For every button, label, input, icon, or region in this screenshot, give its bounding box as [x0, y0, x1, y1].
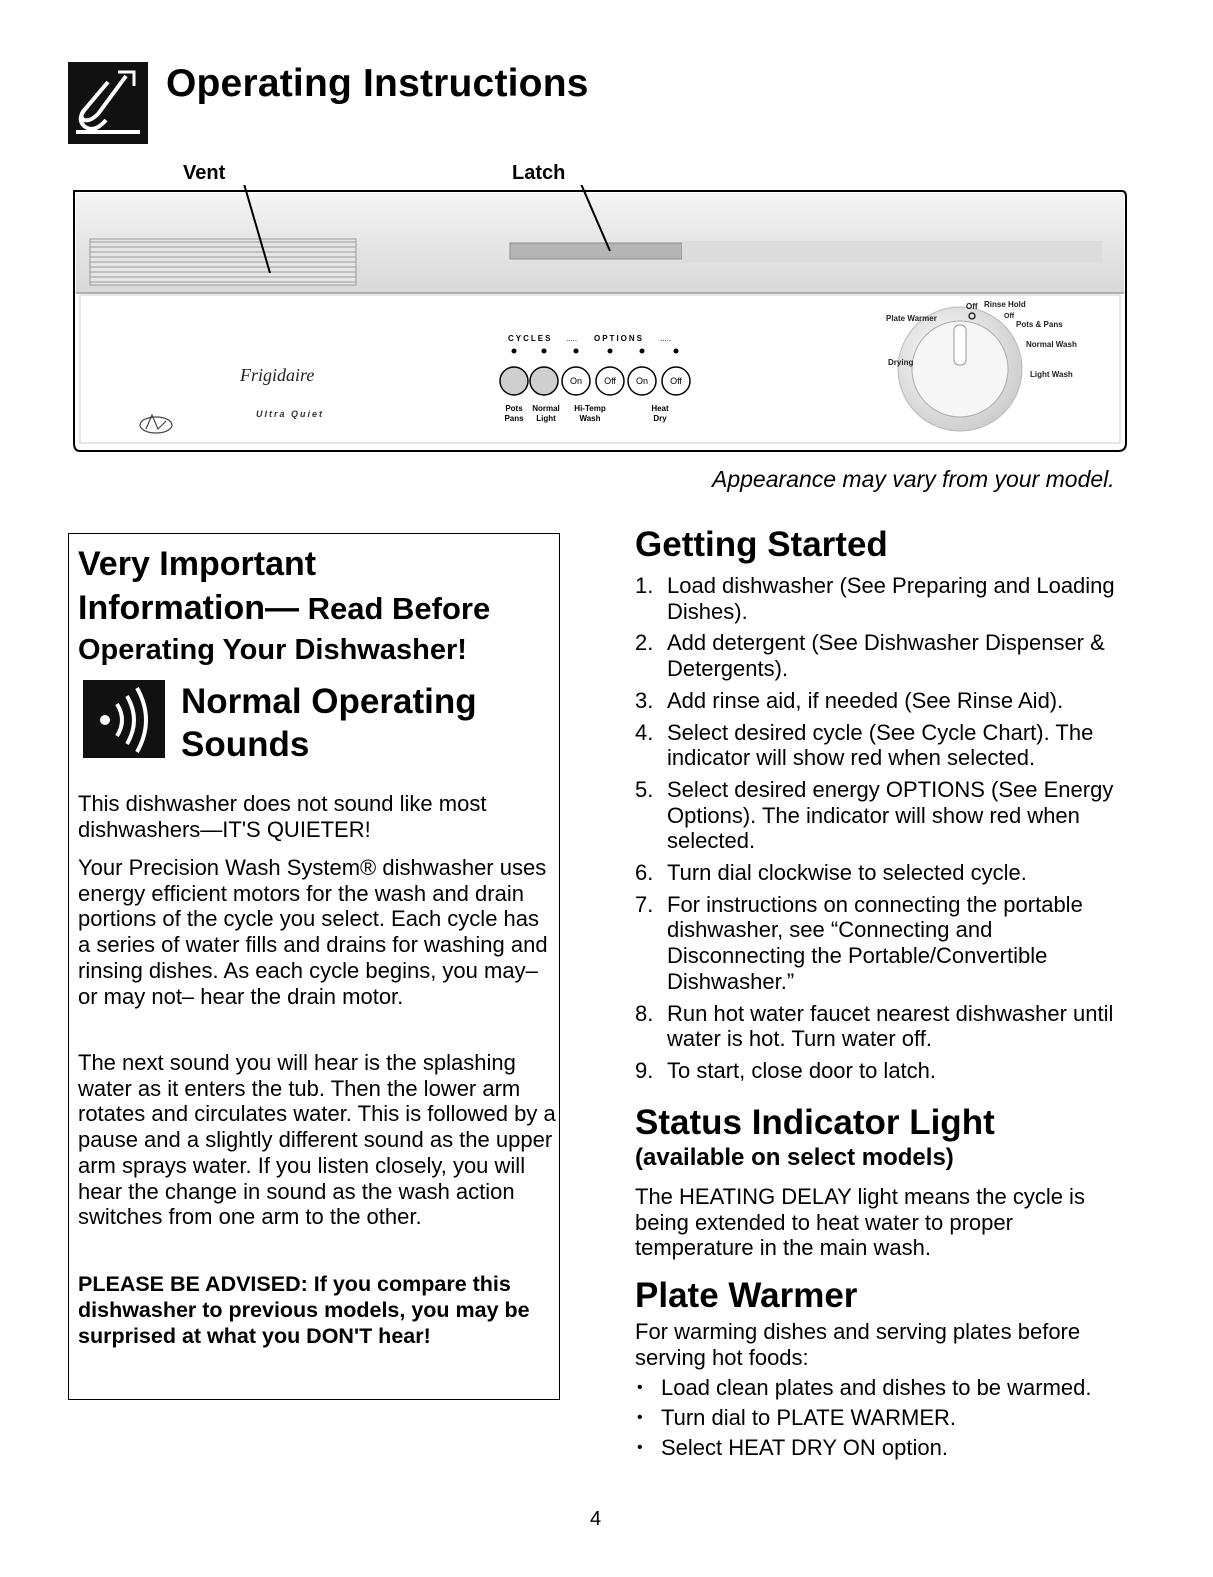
status-light-subtitle: (available on select models) — [635, 1144, 954, 1171]
step-item: 1. Load dishwasher (See Preparing and Loading Dishes). — [635, 573, 1115, 624]
cycle-button-pots-pans — [500, 367, 528, 395]
svg-text:Light: Light — [536, 414, 556, 423]
step-item: 4. Select desired cycle (See Cycle Chart). The indicator will show red when selected. — [635, 719, 1094, 771]
page-number: 4 — [590, 1508, 602, 1530]
svg-text:Pans: Pans — [504, 414, 524, 423]
list-item: • Load clean plates and dishes to be warmed. — [635, 1375, 1115, 1401]
cycles-heading: CYCLES — [508, 334, 553, 343]
important-heading-line1: Very Important — [78, 545, 317, 583]
model-line: Ultra Quiet — [256, 409, 325, 419]
step-item: 3. Add rinse aid, if needed (See Rinse Aid). — [635, 687, 1064, 713]
sounds-title: Normal Operating Sounds — [181, 682, 477, 764]
svg-text:Off: Off — [604, 376, 616, 386]
advisory-paragraph: PLEASE BE ADVISED: If you compare this dishwasher to previous models, you may be surprised at what you DON'T hear! — [78, 1272, 530, 1348]
sounds-paragraph-1: This dishwasher does not sound like most dishwashers—IT'S QUIETER! — [78, 791, 487, 842]
getting-started-title: Getting Started — [635, 525, 888, 564]
svg-text:.....: ..... — [566, 334, 578, 343]
page-title: Operating Instructions — [166, 62, 589, 105]
important-info-box — [68, 533, 560, 1400]
svg-text:On: On — [635, 376, 649, 386]
svg-text:Rinse Hold: Rinse Hold — [984, 300, 1026, 309]
sounds-paragraph-3: The next sound you will hear is the splashing water as it enters the tub. Then the lower arm rotates and circulates water. This is followed by a pause and a slightly different sound as the upper arm sprays water. If you listen closely, you will hear the change in sound as the wash action switches from one arm to the other. — [78, 1050, 556, 1230]
speaker-sound-icon — [83, 680, 165, 758]
status-light-title: Status Indicator Light — [635, 1103, 995, 1142]
latch — [510, 243, 682, 259]
plate-warmer-intro: For warming dishes and serving plates before serving hot foods: — [635, 1319, 1081, 1370]
dial-pointer — [954, 325, 966, 365]
svg-text:Wash: Wash — [579, 414, 601, 423]
appearance-caption: Appearance may vary from your model. — [712, 466, 1115, 492]
status-light-text: The HEATING DELAY light means the cycle is being extended to heat water to proper temperature in the main wash. — [635, 1184, 1085, 1261]
getting-started-steps — [635, 573, 1135, 1084]
list-item: • Select HEAT DRY ON option. — [635, 1435, 1115, 1461]
svg-text:Plate Warmer: Plate Warmer — [886, 314, 937, 323]
svg-text:Light Wash: Light Wash — [1030, 370, 1073, 379]
control-panel-illustration — [70, 185, 1130, 457]
vent — [90, 239, 356, 285]
svg-text:On: On — [569, 376, 583, 386]
step-item: 5. Select desired energy OPTIONS (See Energy Options). The indicator will show red when selected. — [635, 776, 1114, 854]
step-item: 6. Turn dial clockwise to selected cycle. — [635, 860, 1027, 886]
step-item: 9. To start, close door to latch. — [635, 1057, 937, 1083]
svg-text:Pots & Pans: Pots & Pans — [1016, 320, 1063, 329]
latch-label: Latch — [512, 162, 566, 184]
step-item: 7. For instructions on connecting the portable dishwasher, see “Connecting and Disconnecting the Portable/Convertible Dishwasher.” — [635, 891, 1083, 994]
svg-text:Normal Wash: Normal Wash — [1026, 340, 1077, 349]
list-item: • Turn dial to PLATE WARMER. — [635, 1405, 1115, 1431]
svg-text:Heat: Heat — [651, 404, 669, 413]
svg-text:Off: Off — [1004, 313, 1015, 320]
hand-pointer-icon — [68, 62, 148, 144]
options-heading: OPTIONS — [594, 334, 645, 343]
vent-label: Vent — [183, 162, 226, 184]
plate-warmer-title: Plate Warmer — [635, 1276, 858, 1315]
important-heading-line2: Information— Read Before — [78, 589, 491, 627]
svg-text:.....: ..... — [660, 334, 672, 343]
cycle-button-normal-light — [530, 367, 558, 395]
important-heading-line3: Operating Your Dishwasher! — [78, 634, 467, 666]
svg-text:Off: Off — [966, 302, 978, 311]
svg-text:Drying: Drying — [888, 358, 914, 367]
sounds-paragraph-2: Your Precision Wash System® dishwasher uses energy efficient motors for the wash and drain portions of the cycle you select. Each cycle has a series of water fills and drains for washing and rinsing dishes. As each cycle begins, you may–or may not– hear the drain motor. — [78, 855, 548, 1009]
step-item: 2. Add detergent (See Dishwasher Dispenser & Detergents). — [635, 630, 1105, 682]
brand-logo: Frigidaire — [240, 365, 315, 385]
plate-warmer-bullets — [635, 1375, 1115, 1461]
step-item: 8. Run hot water faucet nearest dishwasher until water is hot. Turn water off. — [635, 1000, 1114, 1052]
svg-text:Normal: Normal — [532, 404, 560, 413]
svg-text:Hi-Temp: Hi-Temp — [574, 404, 606, 413]
svg-text:Off: Off — [670, 376, 682, 386]
svg-text:Pots: Pots — [505, 404, 523, 413]
svg-text:Dry: Dry — [653, 414, 667, 423]
